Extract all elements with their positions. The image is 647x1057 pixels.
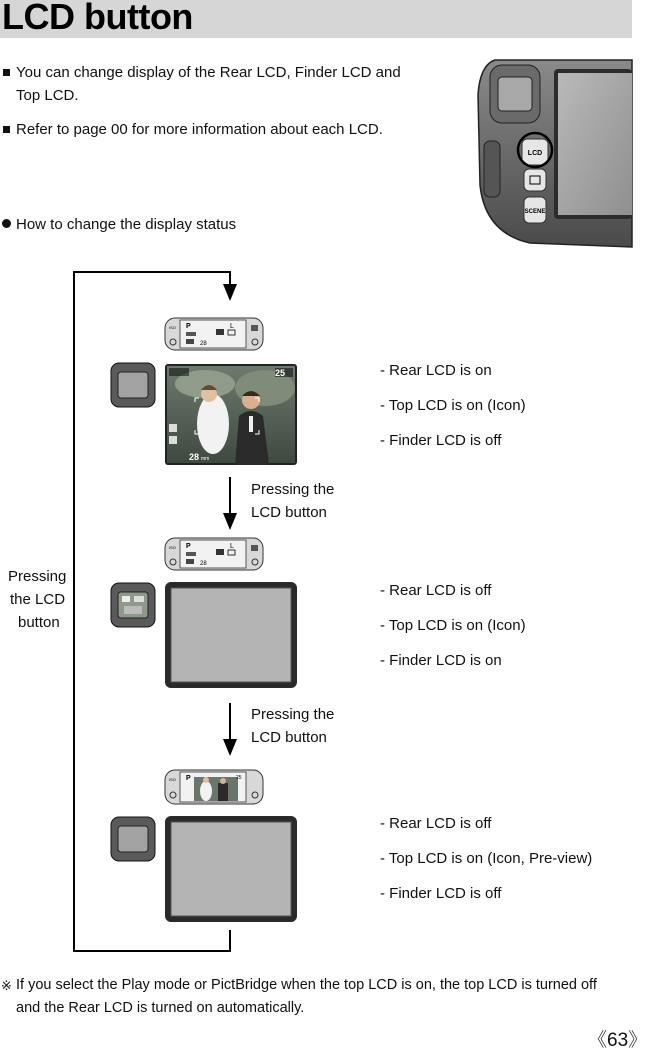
state-2-line-2: - Top LCD is on (Icon)	[380, 617, 526, 634]
transition-1-line-2: LCD button	[251, 504, 327, 521]
state-2-notes	[380, 582, 526, 687]
state-1-line-3: - Finder LCD is off	[380, 432, 502, 449]
rear-lcd-off-2	[165, 582, 297, 688]
page-number: 《63》	[588, 1030, 647, 1051]
loop-label-line-2: the LCD	[10, 591, 66, 608]
loop-line-top	[73, 271, 230, 273]
state-1-line-2: - Top LCD is on (Icon)	[380, 397, 526, 414]
camera-back-illustration	[470, 55, 632, 255]
transition-1-line-1: Pressing the	[251, 481, 335, 498]
top-lcd-panel-3-preview	[164, 767, 264, 807]
footnote-line-1: If you select the Play mode or PictBridge when the top LCD is on, the top LCD is turned off	[16, 977, 597, 993]
state-3-line-3: - Finder LCD is off	[380, 885, 502, 902]
lcd-button-label: LCD	[527, 150, 543, 157]
intro-bullet-1-line-2: Top LCD.	[16, 87, 79, 104]
rear-lcd-off-3	[165, 816, 297, 922]
arrow-down-icon	[223, 284, 237, 301]
loop-line-bottom	[73, 950, 231, 952]
top-lcd-zoom-2: 28	[200, 561, 207, 567]
top-lcd-p-2: P	[186, 543, 191, 550]
loop-label-line-3: button	[18, 614, 60, 631]
state-3-line-2: - Top LCD is on (Icon, Pre-view)	[380, 850, 593, 867]
top-lcd-l-1: L	[230, 323, 234, 330]
photo-shot-count: 25	[275, 368, 286, 378]
state-2-line-3: - Finder LCD is on	[380, 652, 502, 669]
intro-bullet-1-line-1: You can change display of the Rear LCD, Finder LCD and	[16, 64, 401, 81]
bullet-square-1	[3, 69, 10, 76]
loop-line-left	[73, 271, 75, 952]
intro-bullet-2: Refer to page 00 for more information about each LCD.	[16, 121, 383, 138]
state-1-line-1: - Rear LCD is on	[380, 362, 492, 379]
footnote-mark: ※	[1, 978, 12, 993]
loop-line-bottom-riser	[229, 930, 231, 952]
top-lcd-p-1: P	[186, 323, 191, 330]
finder-lcd-off-3	[110, 816, 156, 862]
top-lcd-p-3: P	[186, 775, 191, 782]
state-2-line-1: - Rear LCD is off	[380, 582, 492, 599]
bullet-square-2	[3, 126, 10, 133]
subheading: How to change the display status	[16, 216, 237, 233]
arrow-down-icon	[223, 513, 237, 530]
top-lcd-iso-1: ISO	[169, 325, 176, 330]
top-lcd-zoom-1: 28	[200, 341, 207, 347]
top-lcd-count-3: 25	[236, 775, 242, 781]
transition-2-line-1: Pressing the	[251, 706, 335, 723]
loop-label-line-1: Pressing	[8, 568, 67, 585]
photo-zoom-value: 28	[189, 452, 200, 462]
top-lcd-panel-2	[164, 535, 264, 573]
scene-button-label: SCENE	[524, 209, 546, 215]
top-lcd-l-2: L	[230, 543, 234, 550]
finder-lcd-on-2	[110, 582, 156, 628]
top-lcd-iso-2: ISO	[169, 545, 176, 550]
page-title: LCD button	[2, 0, 193, 37]
footnote-line-2: and the Rear LCD is turned on automatically.	[16, 1000, 305, 1016]
state-3-line-1: - Rear LCD is off	[380, 815, 492, 832]
finder-lcd-off-1	[110, 362, 156, 408]
arrow-down-icon	[223, 739, 237, 756]
state-1-notes	[380, 362, 526, 467]
bullet-circle	[2, 219, 11, 228]
photo-zoom-unit: mm	[201, 456, 210, 462]
state-3-notes	[380, 815, 592, 920]
transition-2-line-2: LCD button	[251, 729, 327, 746]
rear-lcd-photo	[165, 364, 297, 465]
top-lcd-iso-3: ISO	[169, 777, 176, 782]
top-lcd-panel-1	[164, 315, 264, 353]
